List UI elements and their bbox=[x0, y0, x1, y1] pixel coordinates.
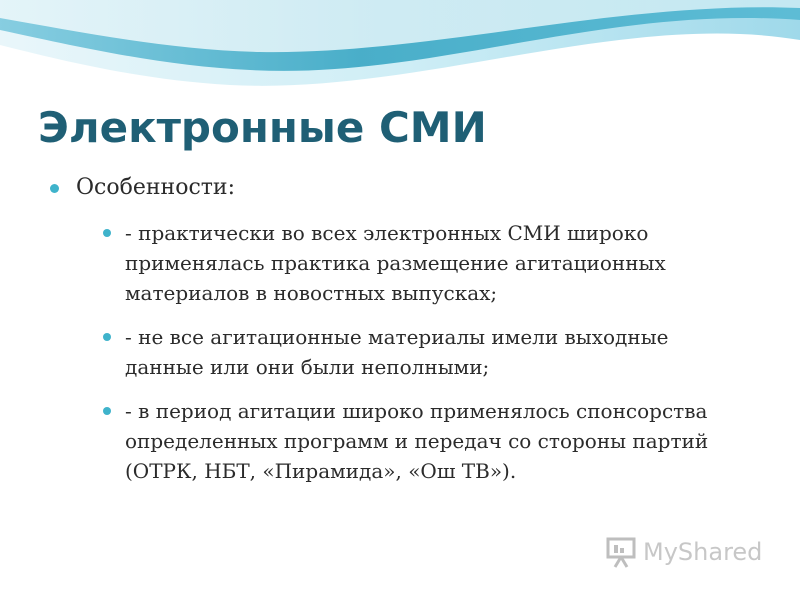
sub-bullet-list bbox=[48, 218, 748, 486]
presentation-screen-icon bbox=[605, 535, 639, 569]
slide-title: Электронные СМИ bbox=[38, 103, 487, 152]
bullet-icon bbox=[103, 333, 111, 341]
bullet-icon bbox=[50, 184, 59, 193]
header-wave-decoration bbox=[0, 0, 800, 100]
list-item-text: - практически во всех электронных СМИ широко применялась практика размещение агитационных материалов в новостных выпусках; bbox=[125, 221, 666, 305]
bullet-icon bbox=[103, 407, 111, 415]
list-item bbox=[100, 218, 748, 308]
myshared-watermark bbox=[605, 532, 762, 572]
list-item-label: Особенности: bbox=[76, 175, 236, 200]
watermark-text: MyShared bbox=[643, 538, 763, 566]
list-item bbox=[100, 396, 748, 486]
list-item-text: - в период агитации широко применялось спонсорства определенных программ и передач со стороны партий (ОТРК, НБТ, «Пирамида», «Ош ТВ»). bbox=[125, 399, 709, 483]
list-item-text: - не все агитационные материалы имели выходные данные или они были неполными; bbox=[125, 325, 669, 379]
bullet-list bbox=[48, 172, 748, 500]
bullet-icon bbox=[103, 229, 111, 237]
list-item bbox=[100, 322, 748, 382]
list-item-features bbox=[48, 172, 748, 204]
